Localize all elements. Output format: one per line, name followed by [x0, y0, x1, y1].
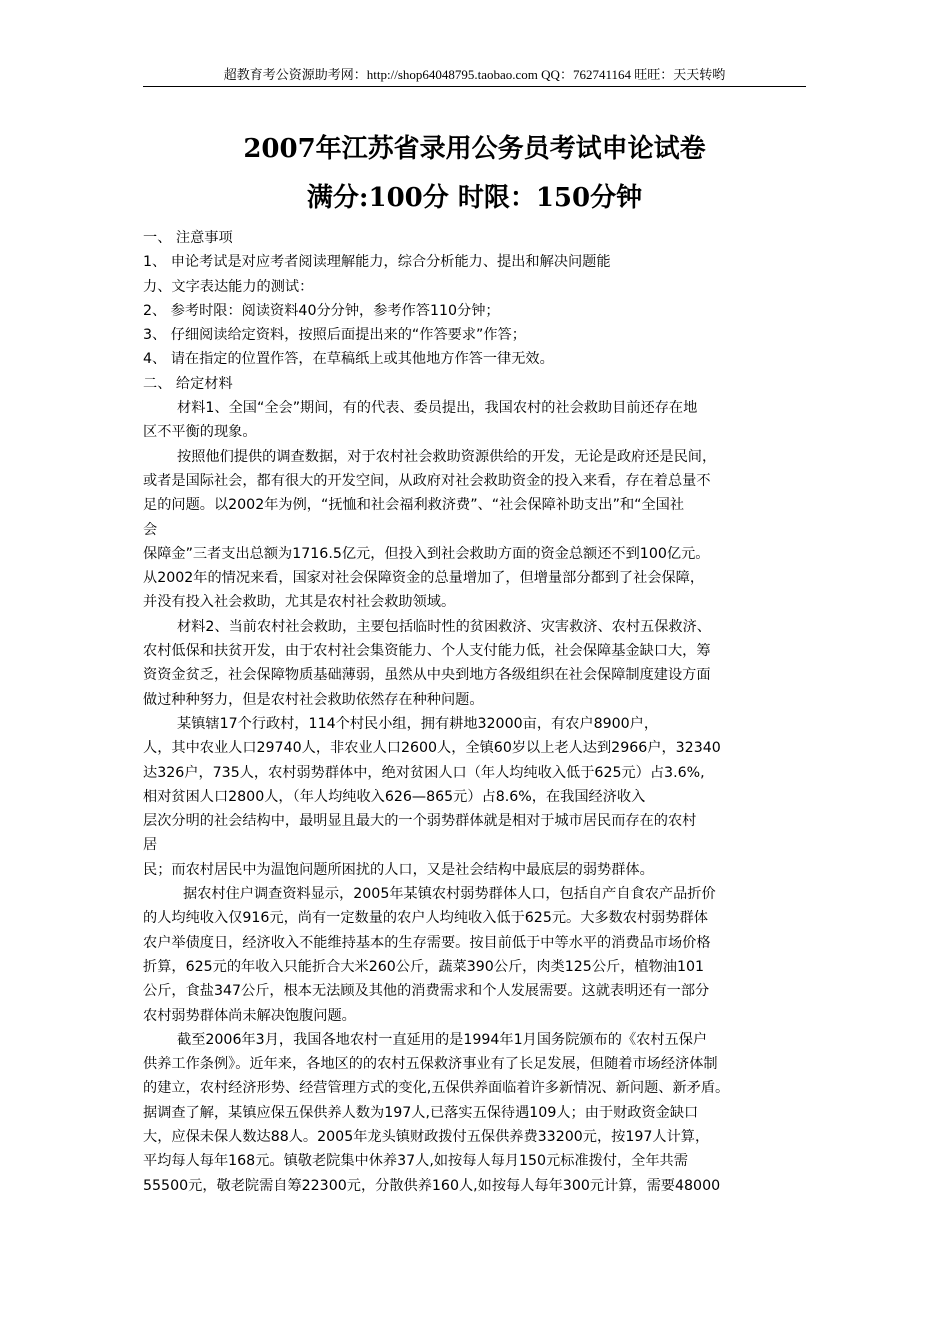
document-title: 2007年江苏省录用公务员考试申论试卷	[243, 134, 706, 164]
text-line: 农村弱势群体尚未解决饱腹问题。	[143, 1007, 356, 1024]
section-heading: 二、 给定材料	[143, 375, 233, 392]
text-line: 某镇辖17个行政村，114个村民小组，拥有耕地32000亩，有农户8900户，	[177, 715, 659, 732]
text-line: 2、 参考时限：阅读资料40分分钟，参考作答110分钟；	[143, 302, 500, 319]
text-line: 农村低保和扶贫开发，由于农村社会集资能力、个人支付能力低，社会保障基金缺口大，筹	[143, 643, 711, 660]
text-line: 据调查了解，某镇应保五保供养人数为197人,已落实五保待遇109人；由于财政资金缺口	[143, 1104, 699, 1121]
text-line: 的建立，农村经济形势、经营管理方式的变化,五保供养面临着许多新情况、新问题、新矛盾。	[143, 1080, 730, 1097]
text-line: 力、文字表达能力的测试：	[143, 278, 314, 295]
text-line: 足的问题。以2002年为例，“抚恤和社会福利救济费”、“社会保障补助支出”和“全国社	[143, 497, 685, 514]
text-line: 的人均纯收入仅916元，尚有一定数量的农户人均纯收入低于625元。大多数农村弱势群体	[143, 910, 708, 927]
page-header: 超教育考公资源助考网：http://shop64048795.taobao.com QQ：762741164 旺旺：天天转哟	[223, 67, 726, 82]
text-line: 相对贫困人口2800人，（年人均纯收入626—865元）占8.6%，在我国经济收入	[143, 788, 646, 805]
text-line: 层次分明的社会结构中，最明显且最大的一个弱势群体就是相对于城市居民而存在的农村	[143, 813, 697, 830]
text-line: 公斤，食盐347公斤，根本无法顾及其他的消费需求和个人发展需要。这就表明还有一部分	[143, 983, 710, 1000]
text-line: 会	[143, 521, 158, 538]
text-line: 做过种种努力，但是农村社会救助依然存在种种问题。	[143, 691, 484, 708]
document-subtitle: 满分:100分 时限：150分钟	[306, 183, 643, 213]
text-line: 按照他们提供的调查数据，对于农村社会救助资源供给的开发，无论是政府还是民间，	[177, 448, 717, 465]
text-line: 资资金贫乏，社会保障物质基础薄弱，虽然从中央到地方各级组织在社会保障制度建设方面	[143, 667, 711, 684]
text-line: 民；而农村居民中为温饱问题所困扰的人口，又是社会结构中最底层的弱势群体。	[143, 861, 654, 878]
text-line: 3、 仔细阅读给定资料，按照后面提出来的“作答要求”作答；	[143, 327, 526, 344]
text-line: 截至2006年3月，我国各地农村一直延用的是1994年1月国务院颁布的《农村五保户	[177, 1031, 708, 1048]
text-line: 平均每人每年168元。镇敬老院集中休养37人,如按每人每月150元标准拨付，全年共需	[143, 1153, 688, 1170]
text-line: 农户举债度日，经济收入不能维持基本的生存需要。按目前低于中等水平的消费品市场价格	[143, 934, 711, 951]
text-line: 55500元，敬老院需自筹22300元，分散供养160人,如按每人每年300元计算，需要48000	[143, 1177, 721, 1194]
text-line: 或者是国际社会，都有很大的开发空间，从政府对社会救助资金的投入来看，存在着总量不	[143, 472, 711, 489]
text-line: 保障金”三者支出总额为1716.5亿元，但投入到社会救助方面的资金总额还不到100亿元。	[143, 545, 710, 562]
header-divider	[143, 86, 806, 87]
text-line: 材料2、当前农村社会救助，主要包括临时性的贫困救济、灾害救济、农村五保救济、	[177, 618, 711, 635]
text-line: 居	[143, 837, 158, 854]
text-line: 供养工作条例》。近年来，各地区的的农村五保救济事业有了长足发展，但随着市场经济体制	[143, 1056, 718, 1073]
section-heading: 一、 注意事项	[143, 230, 233, 246]
text-line: 据农村住户调查资料显示，2005年某镇农村弱势群体人口，包括自产自食农产品折价	[183, 886, 716, 903]
text-line: 区不平衡的现象。	[143, 424, 257, 441]
text-line: 人，其中农业人口29740人，非农业人口2600人，全镇60岁以上老人达到2966户，32340	[143, 740, 721, 757]
text-line: 大，应保未保人数达88人。2005年龙头镇财政拨付五保供养费33200元，按197人计算，	[143, 1128, 710, 1145]
text-line: 材料1、全国“全会”期间，有的代表、委员提出，我国农村的社会救助目前还存在地	[177, 400, 698, 417]
text-line: 并没有投入社会救助，尤其是农村社会救助领域。	[143, 594, 456, 611]
document-body	[143, 226, 808, 1198]
text-line: 1、 申论考试是对应考者阅读理解能力，综合分析能力、提出和解决问题能	[143, 254, 611, 271]
text-line: 达326户，735人，农村弱势群体中，绝对贫困人口（年人均纯收入低于625元）占3.6%,	[143, 764, 705, 781]
text-line: 4、 请在指定的位置作答，在草稿纸上或其他地方作答一律无效。	[143, 351, 554, 368]
text-line: 折算，625元的年收入只能折合大米260公斤，蔬菜390公斤，肉类125公斤，植物油101	[143, 958, 705, 975]
text-line: 从2002年的情况来看，国家对社会保障资金的总量增加了，但增量部分都到了社会保障，	[143, 570, 705, 587]
